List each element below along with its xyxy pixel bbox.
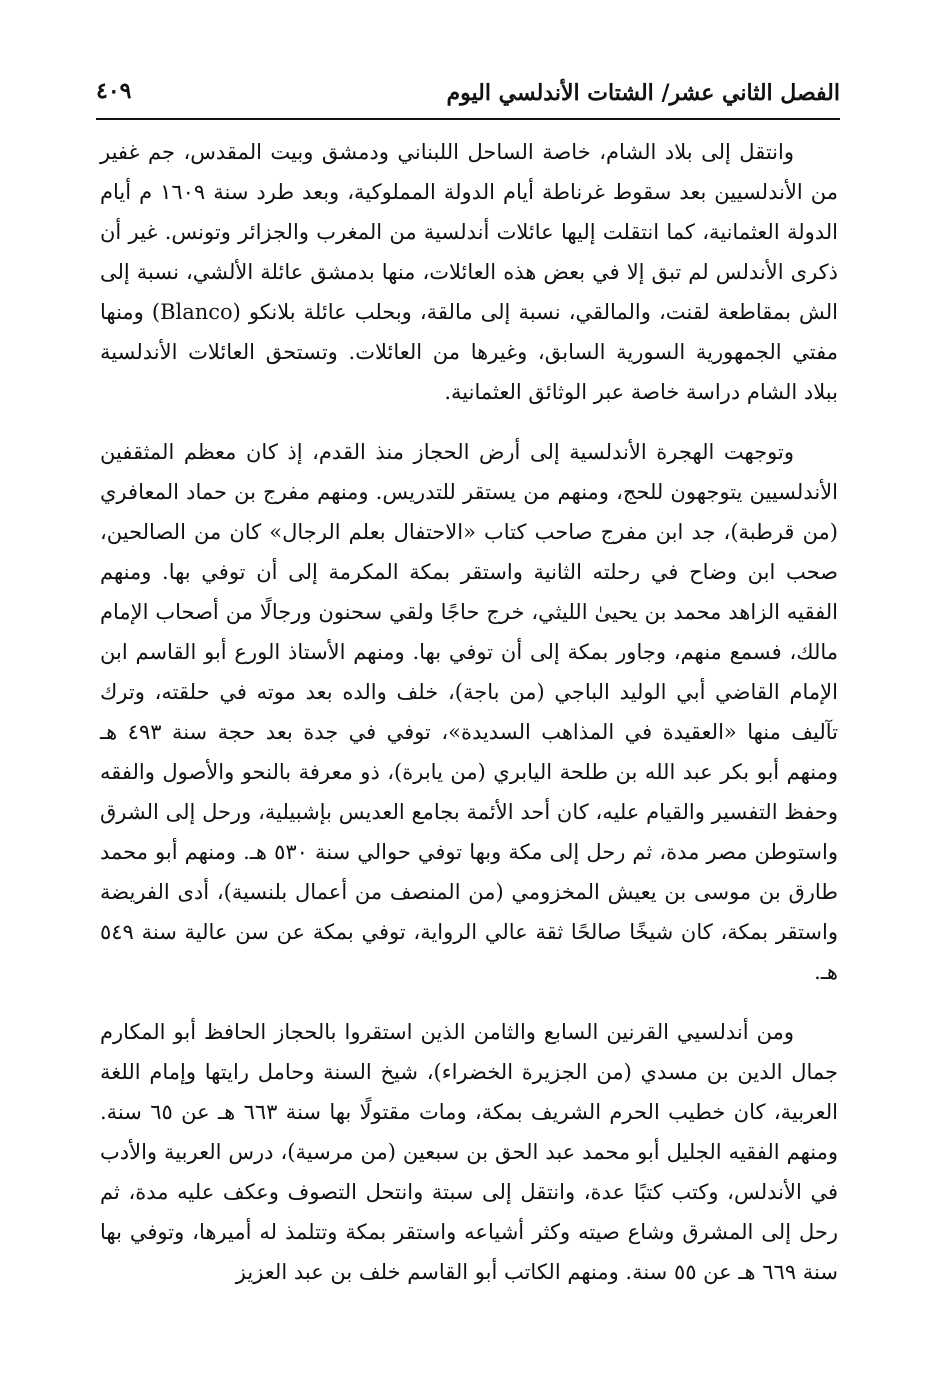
header-divider <box>96 118 840 120</box>
paragraph-seventh-eighth-centuries: ومن أندلسيي القرنين السابع والثامن الذين استقروا بالحجاز الحافظ أبو المكارم جمال الدين بن مسدي (من الجزيرة الخضراء)، شيخ السنة وحامل رايتها وإمام اللغة العربية، كان خطيب الحرم الشريف بمكة، ومات مقتولًا بها سنة ٦٦٣ هـ عن ٦٥ سنة. ومنهم الفقيه الجليل أبو محمد عبد الحق بن سبعين (من مرسية)، درس العربية والأدب في الأندلس، وكتب كتبًا عدة، وانتقل إلى سبتة وانتحل التصوف وعكف عليه مدة، ثم رحل إلى المشرق وشاع صيته وكثر أشياعه واستقر بمكة وتتلمذ له أميرها، وتوفي بها سنة ٦٦٩ هـ عن ٥٥ سنة. ومنهم الكاتب أبو القاسم خلف بن عبد العزيز <box>100 1020 838 1284</box>
running-title: الفصل الثاني عشر/ الشتات الأندلسي اليوم <box>446 80 840 106</box>
page-number: ٤٠٩ <box>96 78 132 104</box>
paragraph-hijaz-migration: وتوجهت الهجرة الأندلسية إلى أرض الحجاز منذ القدم، إذ كان معظم المثقفين الأندلسيين يتوجهون للحج، ومنهم من يستقر للتدريس. ومنهم مفرج بن حماد المعافري (من قرطبة)، جد ابن مفرج صاحب كتاب «الاحتفال بعلم الرجال» كان من الصالحين، صحب ابن وضاح في رحلته الثانية واستقر بمكة المكرمة إلى أن توفي بها. ومنهم الفقيه الزاهد محمد بن يحيىٰ الليثي، خرج حاجًا ولقي سحنون ورجالًا من أصحاب الإمام مالك، فسمع منهم، وجاور بمكة إلى أن توفي بها. ومنهم الأستاذ الورع أبو القاسم ابن الإمام القاضي أبي الوليد الباجي (من باجة)، خلف والده بعد موته في حلقته، وترك تآليف منها «العقيدة في المذاهب السديدة»، توفي في جدة بعد حجة سنة ٤٩٣ هـ ومنهم أبو بكر عبد الله بن طلحة اليابري (من يابرة)، ذو معرفة بالنحو والأصول والفقه وحفظ التفسير والقيام عليه، كان أحد الأئمة بجامع العديس بإشبيلية، ورحل إلى الشرق واستوطن مصر مدة، ثم رحل إلى مكة وبها توفي حوالي سنة ٥٣٠ هـ. ومنهم أبو محمد طارق بن موسى بن يعيش المخزومي (من المنصف من أعمال بلنسية)، أدى الفريضة واستقر بمكة، كان شيخًا صالحًا ثقة عالي الرواية، توفي بمكة عن سن عالية سنة ٥٤٩ هـ. <box>100 440 839 984</box>
page-header <box>96 74 840 114</box>
body-text <box>100 132 838 1292</box>
paragraph-sham: وانتقل إلى بلاد الشام، خاصة الساحل اللبناني ودمشق وبيت المقدس، جم غفير من الأندلسيين بعد سقوط غرناطة أيام الدولة المملوكية، وبعد طرد سنة ١٦٠٩ م أيام الدولة العثمانية، كما انتقلت إليها عائلات أندلسية من المغرب والجزائر وتونس. غير أن ذكرى الأندلس لم تبق إلا في بعض هذه العائلات، منها بدمشق عائلة الألشي، نسبة إلى الش بمقاطعة لقنت، والمالقي، نسبة إلى مالقة، وبحلب عائلة بلانكو (Blanco) ومنها مفتي الجمهورية السورية السابق، وغيرها من العائلات. وتستحق العائلات الأندلسية ببلاد الشام دراسة خاصة عبر الوثائق العثمانية. <box>100 140 838 404</box>
